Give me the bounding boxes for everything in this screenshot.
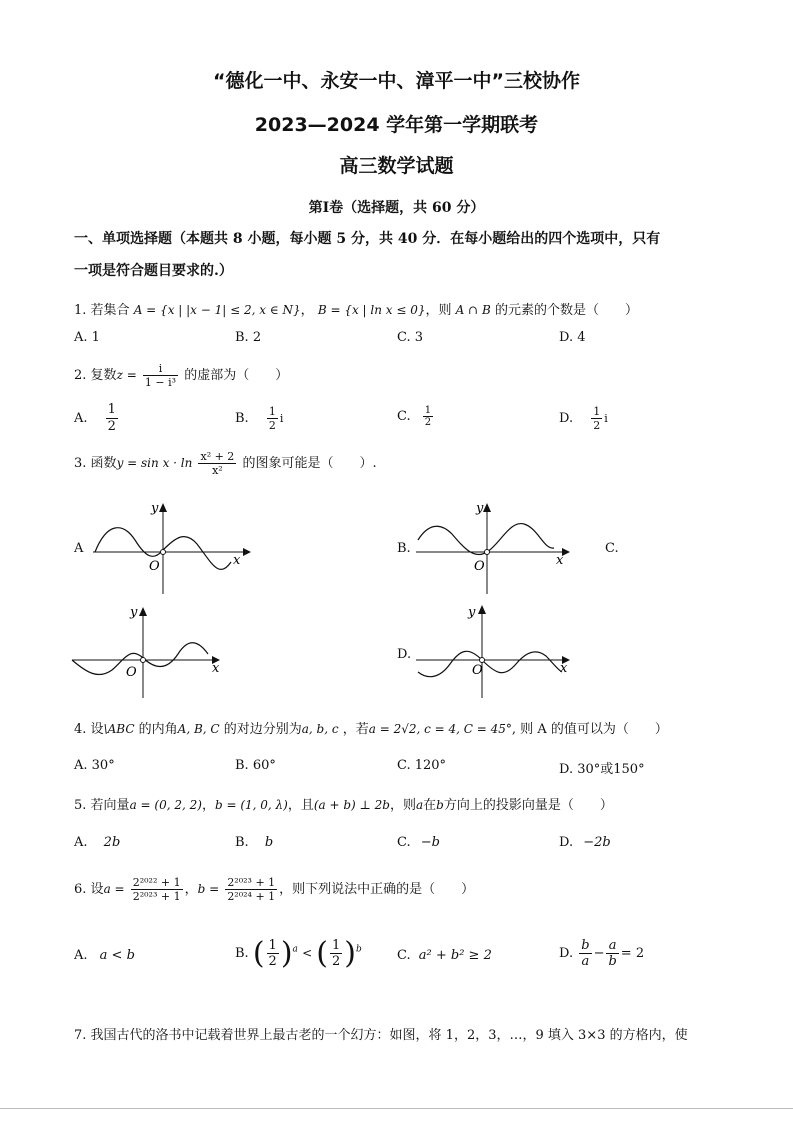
q5-a: a: [415, 798, 424, 812]
q2-option-c[interactable]: [397, 405, 435, 428]
q5-option-c[interactable]: [397, 835, 440, 850]
q4-text3: 的对边分别为: [223, 722, 302, 737]
q6-option-b[interactable]: [235, 936, 362, 971]
q6-opt-a-value: a < b: [99, 948, 135, 963]
q2-opt-d-suffix: i: [604, 412, 608, 425]
q2-opt-d-den: 2: [593, 419, 601, 432]
q7-text: 我国古代的洛书中记载着世界上最古老的一个幻方：如图，将 1，2，3，…，9 填入 3×3 的方格内，使: [90, 1028, 688, 1043]
q2-number: 2.: [74, 368, 87, 383]
q5-b: b: [436, 798, 444, 812]
q5-sep: ，: [201, 798, 215, 813]
q6-opt-d-d1: a: [581, 954, 590, 969]
question-6: [74, 876, 474, 903]
q2-opt-b-frac: [267, 405, 278, 432]
q5-text1: 若向量: [90, 798, 130, 813]
q6-opt-d-minus: −: [593, 946, 605, 961]
q3-tail: 的图象可能是（ ）.: [242, 456, 377, 471]
exam-title-line1: “德化一中、永安一中、漳平一中”三校协作: [213, 70, 580, 92]
q2-pre: 复数: [90, 368, 117, 383]
question-1: [74, 299, 638, 318]
q2-frac-num: i: [143, 362, 178, 376]
q5-opt-d-value: −2b: [583, 835, 611, 850]
q6-opt-b-frac2: [330, 938, 342, 969]
q4-option-a[interactable]: A. 30°: [74, 758, 115, 773]
q3-a-y: y: [151, 501, 159, 516]
question-3: [74, 450, 377, 477]
q6-a-num: 2²⁰²² + 1: [132, 876, 181, 889]
q5-vec-b: b = (1, 0, λ): [214, 798, 288, 812]
q2-option-b[interactable]: [235, 405, 283, 432]
q2-opt-a-num: 1: [107, 402, 116, 417]
page-bottom-divider: [0, 1108, 793, 1109]
q1-tail: 的元素的个数是（ ）: [494, 303, 638, 318]
q6-opt-b-den1: 2: [268, 954, 277, 969]
q5-text5: 方向上的投影向量是（ ）: [443, 798, 613, 813]
volume-heading: 第Ⅰ卷（选择题，共 60 分）: [308, 200, 485, 216]
q6-a-fraction: [131, 876, 183, 903]
q3-a-origin: O: [149, 559, 160, 574]
q2-opt-a-den: 2: [107, 419, 116, 434]
q6-number: 6.: [74, 882, 87, 897]
q6-opt-b-lparen1: (: [252, 936, 265, 971]
q6-b-fraction: [225, 876, 277, 903]
section-heading-line2: 一项是符合题目要求的.）: [74, 263, 233, 279]
q1-post: ，则: [425, 303, 452, 318]
q1-number: 1.: [74, 303, 87, 318]
exam-title-line2: 2023—2024 学年第一学期联考: [254, 114, 539, 136]
q6-opt-b-exp-b: b: [355, 944, 362, 955]
section-heading-line1: 一、单项选择题（本题共 8 小题，每小题 5 分，共 40 分．在每小题给出的四个选项中，只有: [74, 231, 661, 247]
q3-a-x: x: [233, 553, 241, 568]
q1-set-a: A = {x | |x − 1| ≤ 2, x ∈ N}: [133, 303, 301, 317]
q3-func: y = sin x · ln: [116, 456, 193, 470]
q3-graph-c[interactable]: [68, 602, 228, 700]
q1-option-c[interactable]: C. 3: [397, 330, 424, 345]
q3-number: 3.: [74, 456, 87, 471]
q6-opt-b-num1: 1: [268, 938, 277, 953]
q1-option-d[interactable]: D. 4: [559, 330, 586, 345]
q6-opt-d-n1: b: [581, 938, 590, 953]
q7-number: 7.: [74, 1028, 87, 1043]
q2-option-d[interactable]: [559, 405, 608, 432]
q5-opt-a-letter: A.: [74, 835, 88, 850]
q5-option-b[interactable]: [235, 835, 273, 850]
q3-option-c-label[interactable]: C.: [605, 541, 619, 556]
q5-vec-a: a = (0, 2, 2): [129, 798, 202, 812]
q6-b-num: 2²⁰²³ + 1: [227, 876, 276, 889]
q2-opt-b-suffix: i: [279, 412, 284, 425]
q3-b-y: y: [476, 501, 484, 516]
q4-angles: A, B, C: [177, 722, 220, 736]
q4-sides: a, b, c: [301, 722, 339, 736]
q5-text2: ，且: [287, 798, 314, 813]
q2-fraction: [143, 362, 178, 389]
exam-title-line3: 高三数学试题: [339, 155, 454, 177]
q6-opt-b-exp-a: a: [292, 944, 298, 955]
q2-opt-b-den: 2: [268, 419, 276, 432]
question-5: [74, 794, 613, 813]
q5-opt-b-letter: B.: [235, 835, 249, 850]
q5-opt-c-value: −b: [420, 835, 440, 850]
q5-option-a[interactable]: [74, 835, 120, 850]
q3-frac-num: x² + 2: [200, 450, 235, 463]
q6-a-lhs: a =: [103, 882, 125, 896]
q1-set-b: B = {x | ln x ≤ 0}: [317, 303, 426, 317]
q6-text1: 设: [90, 882, 104, 897]
q3-pre: 函数: [90, 456, 117, 471]
q5-opt-c-letter: C.: [397, 835, 411, 850]
q6-b-den: 2²⁰²⁴ + 1: [227, 890, 276, 903]
q5-option-d[interactable]: [559, 835, 611, 850]
q6-opt-b-num2: 1: [331, 938, 341, 953]
q3-d-x: x: [560, 661, 568, 676]
q1-intersection: A ∩ B: [455, 303, 491, 317]
q3-graph-b[interactable]: [412, 500, 577, 595]
question-4: [74, 718, 668, 737]
q3-fraction: [198, 450, 236, 477]
q3-c-origin: O: [126, 665, 137, 680]
q6-opt-b-letter: B.: [235, 946, 249, 961]
q6-opt-c-letter: C.: [397, 948, 411, 963]
q4-option-d[interactable]: D. 30°或150°: [559, 762, 645, 777]
q6-opt-d-letter: D.: [559, 946, 574, 961]
q3-b-x: x: [556, 553, 564, 568]
q2-opt-d-num: 1: [593, 405, 601, 418]
q4-option-c[interactable]: C. 120°: [397, 758, 447, 773]
q4-number: 4.: [74, 722, 87, 737]
q3-graph-d[interactable]: [412, 602, 577, 700]
q6-opt-b-rparen1: ): [280, 936, 293, 971]
q6-opt-d-n2: a: [606, 938, 618, 954]
q6-a-den: 2²⁰²³ + 1: [132, 890, 181, 903]
q2-opt-c-letter: C.: [397, 409, 411, 424]
q6-opt-c-value: a² + b² ≥ 2: [418, 948, 492, 963]
q6-option-d[interactable]: [559, 938, 644, 969]
q6-opt-b-rparen2: ): [344, 936, 356, 971]
q4-text1: 设: [90, 722, 104, 737]
q2-opt-c-num: 1: [424, 405, 432, 416]
q2-tail: 的虚部为（ ）: [184, 368, 289, 383]
q2-z: z =: [116, 368, 137, 382]
q6-opt-b-frac1: [267, 938, 279, 969]
q2-opt-c-den: 2: [424, 417, 432, 428]
q6-opt-b-lparen2: (: [316, 936, 328, 971]
q5-text3: ，则: [389, 798, 416, 813]
q1-option-a[interactable]: A. 1: [74, 330, 100, 345]
q1-option-b[interactable]: B. 2: [235, 330, 262, 345]
q6-opt-b-lt: <: [302, 946, 313, 960]
q2-opt-a-letter: A.: [74, 411, 88, 426]
q3-d-y: y: [468, 605, 476, 620]
question-7: [74, 1024, 688, 1043]
q6-tail: ，则下列说法中正确的是（ ）: [279, 882, 475, 897]
q3-b-origin: O: [474, 559, 485, 574]
q5-opt-b-value: b: [264, 835, 274, 850]
q1-comma: ，: [300, 303, 314, 318]
q6-opt-d-eq: = 2: [620, 946, 645, 961]
q2-opt-b-num: 1: [268, 405, 276, 418]
q2-opt-d-frac: [591, 405, 602, 432]
q3-option-a-label[interactable]: A: [74, 541, 84, 556]
q3-frac-den: x²: [212, 464, 223, 477]
q3-option-b-label[interactable]: B.: [397, 541, 411, 556]
q4-option-b[interactable]: B. 60°: [235, 758, 276, 773]
q2-frac-den: 1 − i³: [144, 376, 177, 389]
q6-option-a[interactable]: [74, 948, 135, 963]
q5-number: 5.: [74, 798, 87, 813]
q2-opt-d-letter: D.: [559, 411, 574, 426]
q1-pre: 若集合: [90, 303, 130, 318]
q6-opt-d-frac1: [579, 938, 591, 969]
q4-triangle: \ABC: [103, 722, 135, 736]
q4-text5: , 则 A 的值可以为（ ）: [511, 722, 668, 737]
q2-option-a[interactable]: [74, 402, 120, 435]
q3-d-origin: O: [472, 663, 483, 678]
q6-sep: ，: [184, 882, 198, 897]
q5-condition: (a + b) ⊥ 2b: [313, 798, 390, 812]
q3-option-d-label[interactable]: D.: [397, 647, 412, 662]
q2-opt-b-letter: B.: [235, 411, 249, 426]
q6-opt-a-letter: A.: [74, 948, 88, 963]
q5-text4: 在: [423, 798, 437, 813]
q4-condition: a = 2√2, c = 4, C = 45°: [368, 722, 512, 736]
q2-opt-c-frac: [423, 405, 433, 428]
q5-opt-a-value: 2b: [103, 835, 121, 850]
q3-c-y: y: [130, 605, 138, 620]
question-2: [74, 362, 288, 389]
q3-graph-a[interactable]: [85, 500, 255, 595]
q4-text4: ，若: [342, 722, 369, 737]
q5-opt-d-letter: D.: [559, 835, 574, 850]
q6-opt-d-frac2: [606, 938, 618, 969]
q6-opt-b-den2: 2: [331, 954, 341, 969]
q6-opt-d-d2: b: [608, 954, 617, 969]
q2-opt-a-frac: [106, 402, 118, 435]
q4-text2: 的内角: [138, 722, 178, 737]
q6-b-lhs: b =: [197, 882, 220, 896]
q6-option-c[interactable]: [397, 948, 492, 963]
q3-c-x: x: [212, 661, 220, 676]
